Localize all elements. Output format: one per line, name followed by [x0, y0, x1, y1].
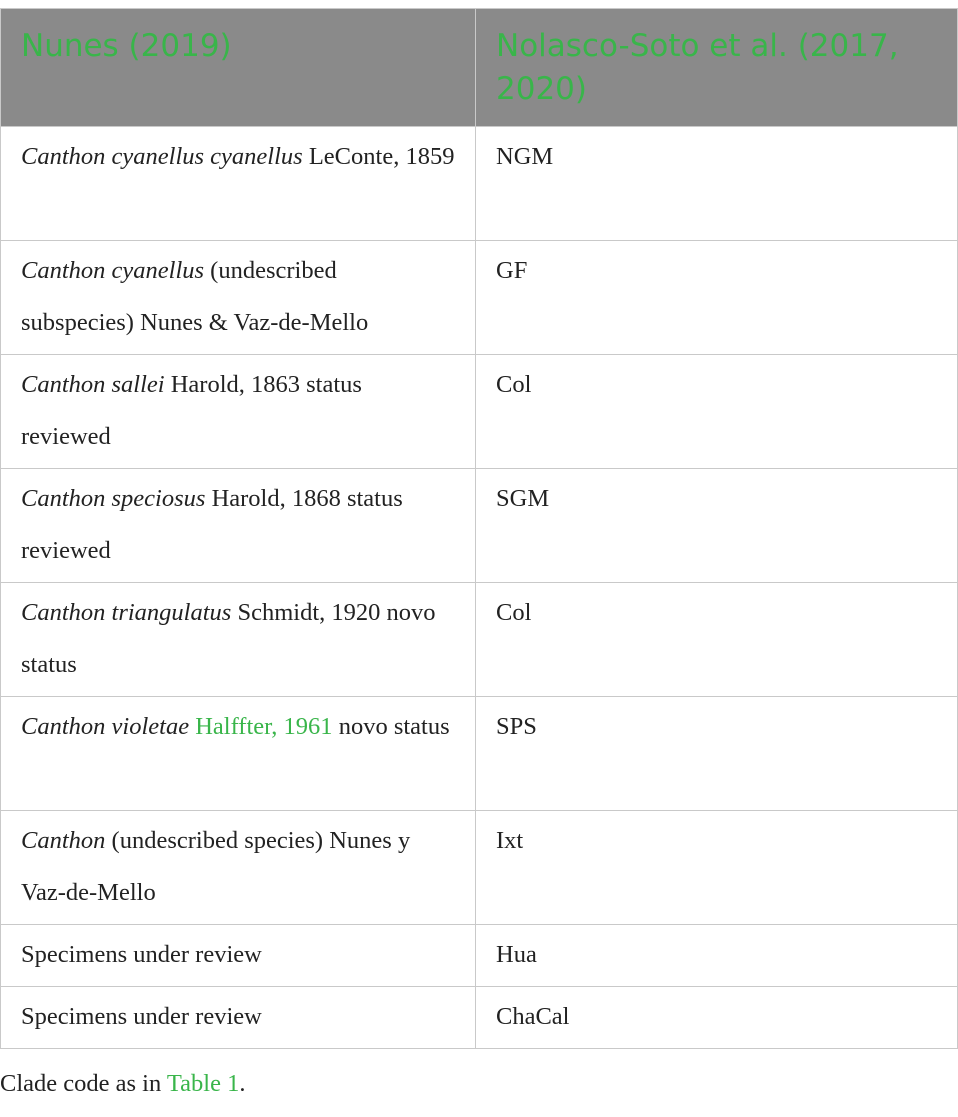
table-row	[1, 811, 958, 925]
table-header-row	[1, 9, 958, 127]
clade-code-cell: NGM	[476, 127, 958, 241]
halffter-citation-link[interactable]: Halffter, 1961	[195, 713, 333, 740]
taxon-authority: (undescribed species) Nunes y Vaz-de-Mello	[21, 827, 411, 906]
taxon-cell	[1, 987, 476, 1049]
clade-code-cell: Ixt	[476, 811, 958, 925]
table-row	[1, 697, 958, 811]
clade-code-cell: Col	[476, 583, 958, 697]
clade-code-cell: SGM	[476, 469, 958, 583]
clade-table	[0, 8, 958, 1049]
table-row	[1, 127, 958, 241]
footnote-suffix: .	[239, 1070, 246, 1097]
taxon-name: Canthon cyanellus	[21, 257, 205, 284]
taxon-authority: LeConte, 1859	[302, 143, 455, 170]
table-row	[1, 987, 958, 1049]
taxon-authority: (undescribed subspecies) Nunes & Vaz-de-Mello	[21, 257, 369, 336]
taxon-name: Canthon	[21, 827, 106, 854]
taxon-authority: Harold, 1868 status reviewed	[21, 485, 403, 564]
table-row	[1, 583, 958, 697]
taxon-name: Canthon violetae	[21, 713, 190, 740]
clade-code-cell: GF	[476, 241, 958, 355]
taxon-authority: Schmidt, 1920 novo status	[21, 599, 436, 678]
header-nolasco-soto: Nolasco-Soto et al. (2017, 2020)	[476, 9, 958, 127]
taxon-cell	[1, 697, 476, 811]
taxon-cell	[1, 811, 476, 925]
taxon-authority: Harold, 1863 status reviewed	[21, 371, 362, 450]
taxon-name: Canthon triangulatus	[21, 599, 232, 626]
table-row	[1, 241, 958, 355]
taxon-authority: Specimens under review	[21, 941, 262, 968]
taxon-cell	[1, 355, 476, 469]
table-row	[1, 355, 958, 469]
taxon-authority: novo status	[332, 713, 450, 740]
footnote-prefix: Clade code as in	[0, 1070, 167, 1097]
table-row	[1, 925, 958, 987]
clade-code-cell: ChaCal	[476, 987, 958, 1049]
clade-code-cell: SPS	[476, 697, 958, 811]
taxon-cell	[1, 127, 476, 241]
table-footnote	[0, 1070, 245, 1098]
taxon-cell	[1, 583, 476, 697]
table-1-link[interactable]: Table 1	[166, 1070, 240, 1097]
taxon-name: Canthon sallei	[21, 371, 165, 398]
taxon-cell	[1, 469, 476, 583]
taxon-cell	[1, 925, 476, 987]
clade-code-cell: Col	[476, 355, 958, 469]
taxon-name: Canthon cyanellus cyanellus	[21, 143, 303, 170]
table-row	[1, 469, 958, 583]
header-nunes: Nunes (2019)	[1, 9, 476, 127]
clade-code-cell: Hua	[476, 925, 958, 987]
taxon-authority: Specimens under review	[21, 1003, 262, 1030]
taxon-cell	[1, 241, 476, 355]
taxon-name: Canthon speciosus	[21, 485, 206, 512]
